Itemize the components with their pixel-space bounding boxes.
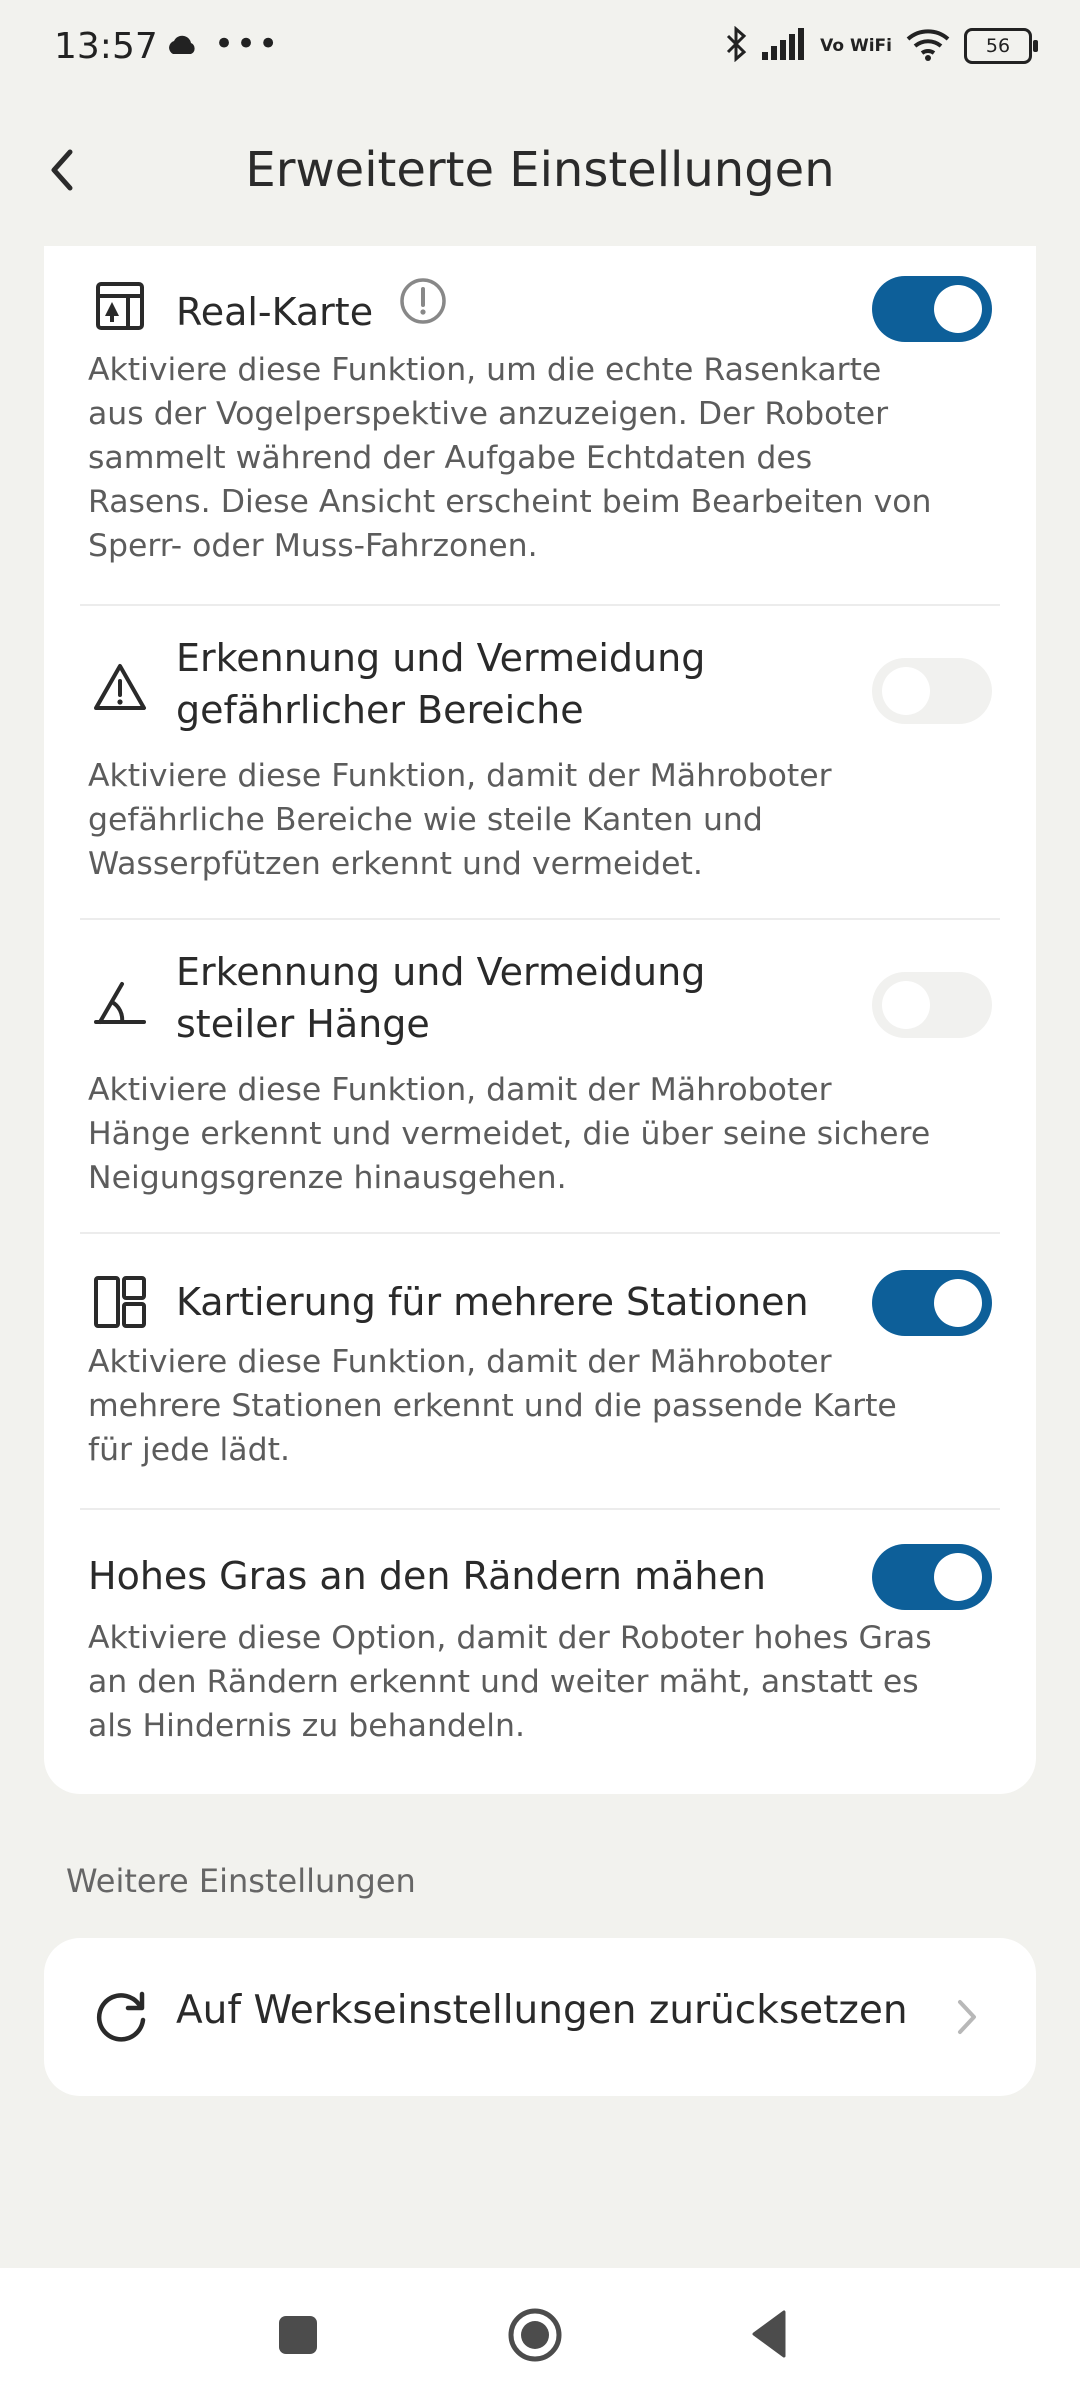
desc-line: Rasens. Diese Ansicht erscheint beim Bearbeiten von xyxy=(88,484,932,520)
back-button[interactable] xyxy=(748,2308,790,2360)
slope-angle-icon xyxy=(90,972,150,1032)
setting-title xyxy=(176,632,896,736)
title-line: gefährlicher Bereiche xyxy=(176,688,584,732)
factory-reset-row[interactable] xyxy=(44,1938,1036,2096)
page-title: Erweiterte Einstellungen xyxy=(245,142,835,198)
desc-line: sammelt während der Aufgabe Echtdaten des xyxy=(88,440,813,476)
divider xyxy=(80,1508,1000,1510)
toggle-knob xyxy=(934,285,982,333)
signal-icon xyxy=(762,28,806,64)
desc-line: an den Rändern erkennt und weiter mäht, anstatt es xyxy=(88,1664,919,1700)
status-icons xyxy=(724,26,1032,66)
home-button[interactable] xyxy=(506,2306,564,2364)
toggle-knob xyxy=(934,1279,982,1327)
desc-line: Aktiviere diese Funktion, damit der Mähroboter xyxy=(88,1072,832,1108)
refresh-icon xyxy=(90,1986,152,2048)
divider xyxy=(80,918,1000,920)
desc-line: für jede lädt. xyxy=(88,1432,290,1468)
status-time: 13:57 xyxy=(54,26,158,67)
recent-apps-button[interactable] xyxy=(279,2316,317,2354)
title-line: Erkennung und Vermeidung xyxy=(176,950,706,994)
setting-title: Kartierung für mehrere Stationen xyxy=(176,1280,809,1324)
wifi-icon xyxy=(906,27,950,65)
desc-line: Neigungsgrenze hinausgehen. xyxy=(88,1160,567,1196)
toggle-multi-station[interactable] xyxy=(872,1270,992,1336)
system-nav-bar xyxy=(0,2268,1080,2400)
map-icon xyxy=(90,276,150,336)
desc-line: Aktiviere diese Funktion, damit der Mähroboter xyxy=(88,758,832,794)
toggle-knob xyxy=(882,667,930,715)
toggle-knob xyxy=(882,981,930,1029)
toggle-slope-detection[interactable] xyxy=(872,972,992,1038)
title-line: Erkennung und Vermeidung xyxy=(176,636,706,680)
title-line: steiler Hänge xyxy=(176,1002,430,1046)
battery-icon: 56 xyxy=(964,28,1032,64)
desc-line: Aktiviere diese Funktion, um die echte Rasenkarte xyxy=(88,352,882,388)
setting-description xyxy=(88,1616,1008,1748)
setting-title: Real-Karte xyxy=(176,290,374,334)
advanced-settings-card xyxy=(44,246,1036,1794)
vowifi-indicator: Vo WiFi xyxy=(820,35,892,56)
info-icon[interactable] xyxy=(398,276,448,330)
desc-line: Hänge erkennt und vermeidet, die über seine sichere xyxy=(88,1116,931,1152)
toggle-real-map[interactable] xyxy=(872,276,992,342)
toggle-knob xyxy=(934,1553,982,1601)
desc-line: gefährliche Bereiche wie steile Kanten und xyxy=(88,802,763,838)
bluetooth-icon xyxy=(724,26,748,66)
toggle-hazard-detection[interactable] xyxy=(872,658,992,724)
warning-triangle-icon xyxy=(90,658,150,718)
setting-description xyxy=(88,754,1008,886)
chevron-right-icon xyxy=(952,1992,982,2042)
setting-description xyxy=(88,348,1008,568)
section-label-more-settings: Weitere Einstellungen xyxy=(66,1862,416,1900)
toggle-tall-grass-edges[interactable] xyxy=(872,1544,992,1610)
setting-title xyxy=(176,946,896,1050)
desc-line: als Hindernis zu behandeln. xyxy=(88,1708,526,1744)
setting-description xyxy=(88,1340,1008,1472)
status-bar xyxy=(0,0,1080,100)
setting-description xyxy=(88,1068,1008,1200)
reset-label: Auf Werkseinstellungen zurücksetzen xyxy=(176,1988,908,2033)
cloud-icon xyxy=(165,34,199,60)
desc-line: Aktiviere diese Option, damit der Roboter hohes Gras xyxy=(88,1620,932,1656)
desc-line: aus der Vogelperspektive anzuzeigen. Der Roboter xyxy=(88,396,889,432)
divider xyxy=(80,1232,1000,1234)
more-notifications-icon: ••• xyxy=(214,24,281,64)
desc-line: Sperr- oder Muss-Fahrzonen. xyxy=(88,528,538,564)
desc-line: Aktiviere diese Funktion, damit der Mähroboter xyxy=(88,1344,832,1380)
setting-title: Hohes Gras an den Rändern mähen xyxy=(88,1554,766,1598)
desc-line: Wasserpfützen erkennt und vermeidet. xyxy=(88,846,703,882)
divider xyxy=(80,604,1000,606)
desc-line: mehrere Stationen erkennt und die passende Karte xyxy=(88,1388,897,1424)
app-header xyxy=(0,120,1080,220)
multi-station-icon xyxy=(90,1272,150,1332)
